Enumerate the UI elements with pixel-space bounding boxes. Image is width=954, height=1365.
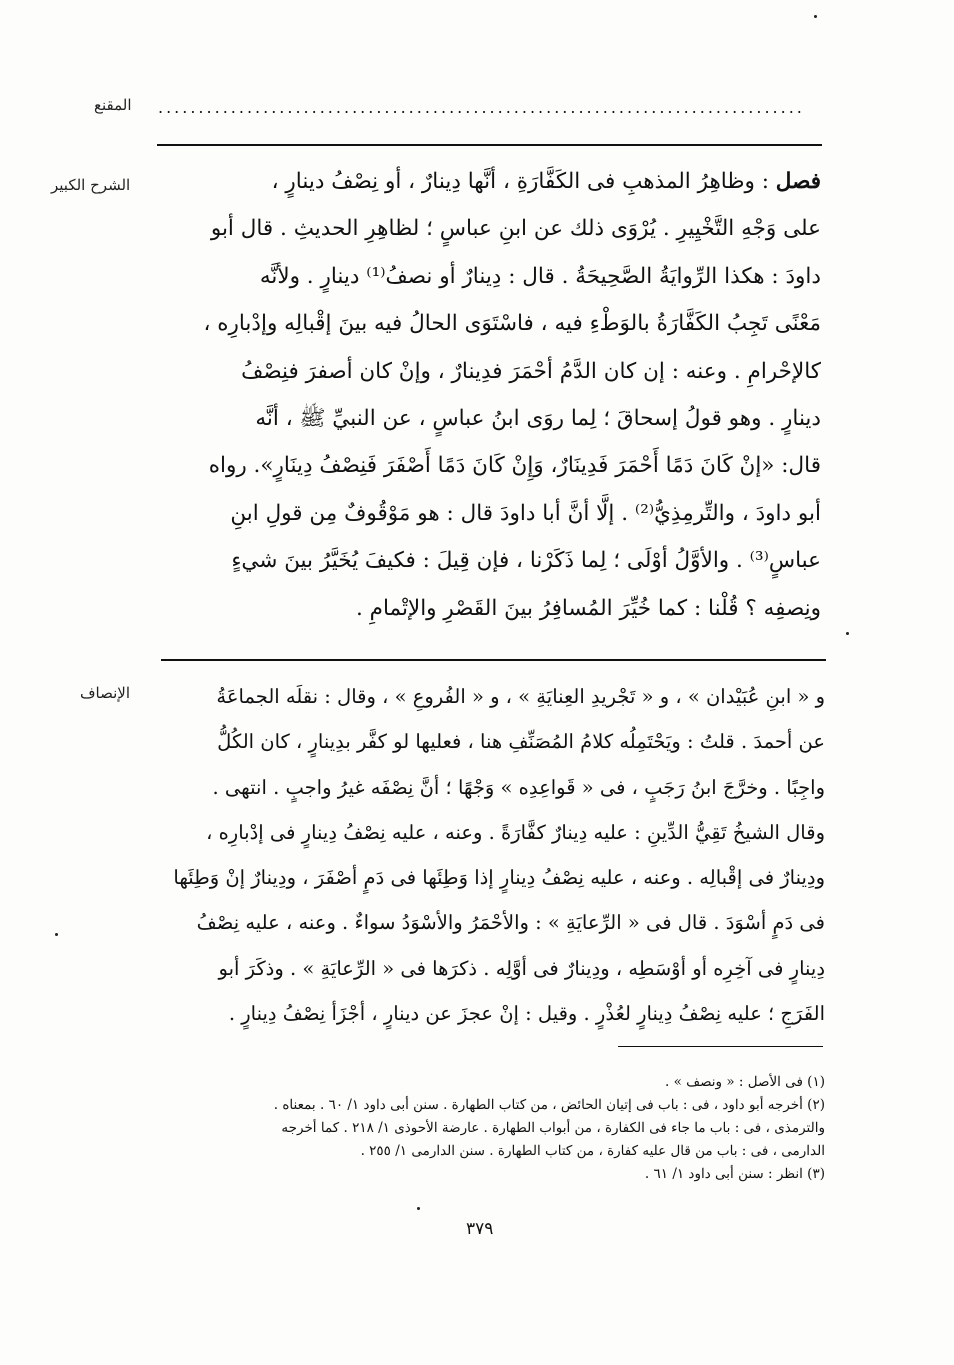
sharh-line: داودَ : هكذا الرِّوايَةُ الصَّحِيحَةُ . قال : دِينارٌ أو نصفُ⁽¹⁾ دينارٍ . ولأنَّه	[259, 263, 821, 289]
insaf-section-label: الإنصاف	[80, 684, 131, 702]
sharh-line: عباسٍ⁽³⁾ . والأوَّلُ أوْلَى ؛ لِما ذَكَرْنا ، فإن قِيلَ : فكيفَ يُخَيَّرُ بينَ شيءٍ	[231, 548, 821, 574]
section-divider	[161, 659, 826, 661]
sharh-line-last: ونِصفِه ؟ قُلْنا : كما خُيِّرَ المُسافِرُ بينَ القَصْرِ والإتْمامِ .	[355, 595, 821, 621]
sharh-line-1	[150, 158, 821, 205]
running-title: المقنع	[94, 96, 132, 114]
insaf-line: دِينارٍ فى آخِرِه أو أوْسَطِه ، ودِينارٌ فى أوَّلِه . ذكرَها فى « الرِّعايَةِ » . وذكَرَ أبو	[218, 956, 825, 980]
scan-speck	[846, 632, 849, 635]
footnote-3: (٣) انظر : سنن أبى داود ١/ ٦١ .	[644, 1166, 825, 1182]
sharh-section-label: الشرح الكبير	[51, 176, 131, 194]
sharh-line: أبو داودَ ، والتِّرمِذِيُّ⁽²⁾ . إلَّا أنَّ أبا داودَ قال : هو مَوْقُوفٌ مِن قولِ ابنِ	[230, 500, 821, 526]
page-number: ٣٧٩	[466, 1219, 494, 1239]
sharh-line-1-text: : وظاهِرُ المذهبِ فى الكَفَّارَةِ ، أنَّها دِينارٌ ، أو نِصْفُ دينارٍ ،	[271, 169, 776, 194]
scan-speck	[814, 15, 817, 18]
sharh-line: كالإحْرامِ . وعنه : إن كان الدَّمُ أحْمَرَ فدِينارٌ ، وإنْ كان أصفرَ فنِصْفُ	[241, 358, 821, 384]
insaf-line: فى دَمٍ أسْوَدَ . قال فى « الرِّعايَةِ » : والأحْمَرُ والأسْوَدُ سواءٌ . وعنه ، عليه نِصْفُ	[196, 911, 825, 935]
header-rule	[157, 144, 822, 146]
footnote-rule	[618, 1046, 823, 1047]
insaf-text-block	[155, 674, 825, 1036]
insaf-line: واجِبًا . وخرَّجَ ابنُ رَجَبٍ ، فى « قَواعِدِه » وَجْهًا ؛ أنَّ نِصْفَه غيرُ واجبٍ . انتهى .	[212, 775, 825, 799]
footnotes-block	[160, 1071, 825, 1186]
insaf-line: وقال الشيخُ تَقِيُّ الدِّينِ : عليه دِينارٌ كفَّارَةً . وعنه ، عليه نِصْفُ دِينارٍ فى إدْبارِه ،	[206, 820, 825, 844]
footnote-2-cont: الدارمى ، فى : باب من قال عليه كفارة ، من كتاب الطهارة . سنن الدارمى ١/ ٢٥٥ .	[360, 1143, 825, 1159]
footnote-2: (٢) أخرجه أبو داود ، فى : باب فى إتيان الحائض ، من كتاب الطهارة . سنن أبى داود ١/ ٦٠ . بمعناه .	[273, 1097, 825, 1113]
sharh-line: قال: «إنْ كَانَ دَمًا أَحْمَرَ فَدِينَارٌ، وَإِنْ كَانَ دَمًا أَصْفَرَ فَنِصْفُ دِينَارٍ». رواه	[208, 453, 821, 479]
footnote-2-cont: والترمذى ، فى : باب ما جاء فى الكفارة ، من أبواب الطهارة . عارضة الأحوذى ١/ ٢١٨ . كما أخرجه	[281, 1120, 825, 1136]
insaf-line: و « ابنِ عُبَيْدان » ، و « تَجْريدِ العِنايَةِ » ، و « الفُروعِ » ، وقال : نقلَه الجماعَةُ	[216, 685, 825, 708]
scan-speck	[55, 933, 58, 936]
footnote-1: (١) فى الأصل : « ونصف » .	[664, 1074, 825, 1090]
sharh-text-block	[150, 158, 821, 632]
insaf-line: عن أحمدَ . قلتُ : ويَحْتَمِلُه كلامُ المُصَنِّفِ هنا ، فعليها لو كفَّر بدِينارٍ ، كان الكُلُّ	[217, 730, 825, 754]
header-dotted-line: ................................................................................	[158, 98, 805, 116]
sharh-line: مَعْنًى تَجِبُ الكَفَّارَةُ بالوَطْءِ فيه ، فاسْتَوَى الحالُ فيه بينَ إقْبالِه وإدْبارِه ،	[203, 311, 821, 337]
sharh-line: على وَجْهِ التَّخْيِيرِ . يُرْوَى ذلك عن ابنِ عباسٍ ؛ لظاهِرِ الحديثِ . قال أبو	[210, 216, 821, 242]
insaf-line: ودِينارٌ فى إقْبالِه . وعنه ، عليه نِصْفُ دِينارٍ إذا وَطِئَها فى دَمٍ أصْفَرَ ، ودِينارٌ إنْ وَطِئَها	[173, 866, 825, 890]
insaf-line: الفَرَجِ ؛ عليه نِصْفُ دِينارٍ لعُذْرٍ . وقيل : إنْ عجزَ عن دينارٍ ، أجْزَأ نِصْفُ دِينارٍ .	[228, 1002, 825, 1026]
scan-speck	[417, 1207, 420, 1210]
sharh-line: دينارٍ . وهو قولُ إسحاقَ ؛ لِما روَى ابنُ عباسٍ ، عن النبيِّ ﷺ ، أنَّه	[255, 405, 821, 431]
section-heading: فصل	[775, 169, 821, 194]
